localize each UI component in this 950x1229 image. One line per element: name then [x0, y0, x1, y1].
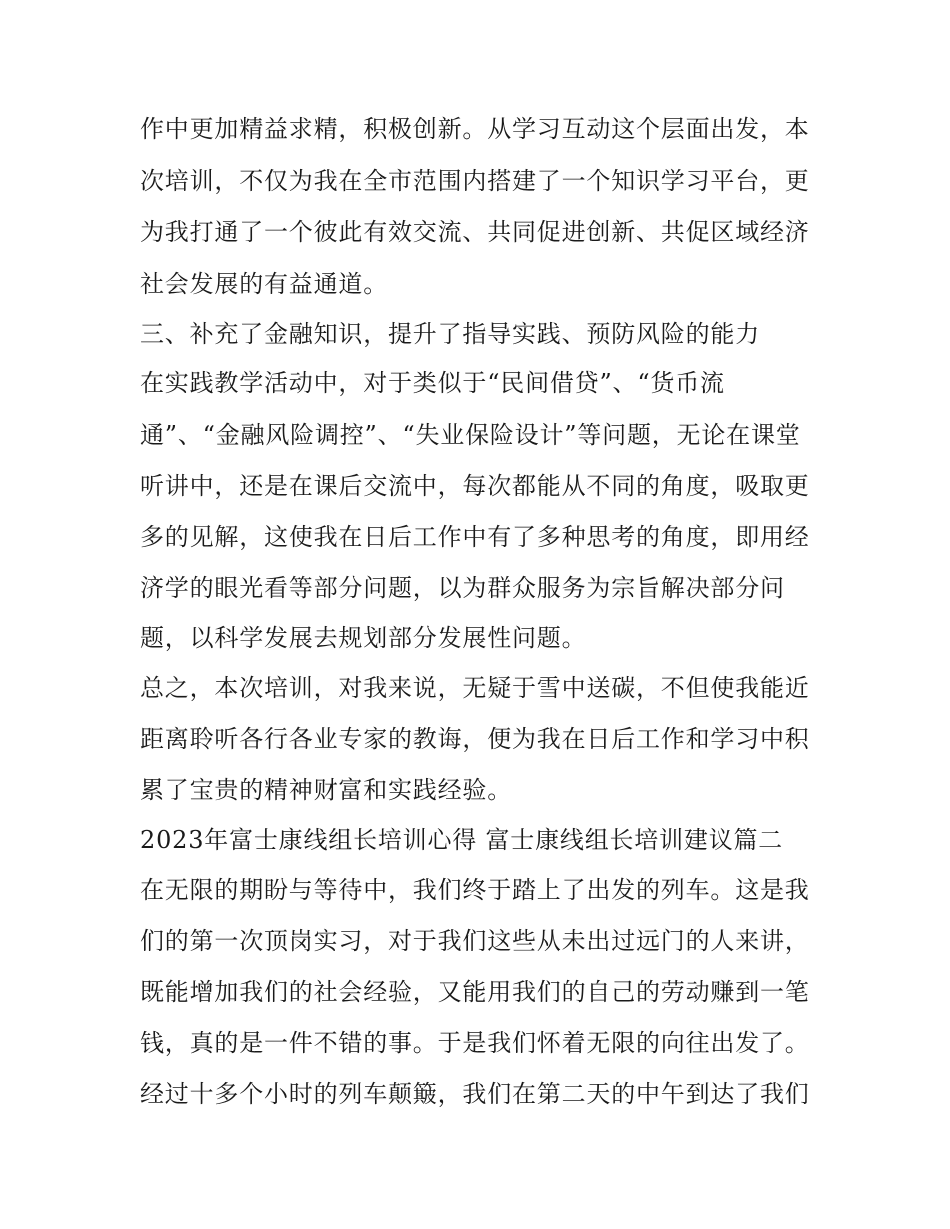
text-line: 总之，本次培训，对我来说，无疑于雪中送碳，不但使我能近 — [140, 674, 810, 702]
text-line: 们的第一次顶岗实习，对于我们这些从未出过远门的人来讲， — [140, 927, 810, 955]
section-heading: 三、补充了金融知识，提升了指导实践、预防风险的能力 — [140, 320, 760, 348]
text-line: 累了宝贵的精神财富和实践经验。 — [140, 776, 512, 804]
text-line: 次培训，不仅为我在全市范围内搭建了一个知识学习平台，更 — [140, 167, 810, 195]
text-line: 经过十多个小时的列车颠簸，我们在第二天的中午到达了我们 — [140, 1080, 810, 1108]
text-line: 既能增加我们的社会经验，又能用我们的自己的劳动赚到一笔 — [140, 978, 810, 1006]
text-line: 通”、“金融风险调控”、“失业保险设计”等问题，无论在课堂 — [140, 421, 801, 449]
text-line: 作中更加精益求精，积极创新。从学习互动这个层面出发，本 — [140, 115, 810, 143]
text-line: 距离聆听各行各业专家的教诲，便为我在日后工作和学习中积 — [140, 725, 810, 753]
text-line: 社会发展的有益通道。 — [140, 270, 388, 298]
text-line: 在无限的期盼与等待中，我们终于踏上了出发的列车。这是我 — [140, 876, 810, 904]
text-line: 济学的眼光看等部分问题，以为群众服务为宗旨解决部分问 — [140, 574, 785, 602]
text-line: 在实践教学活动中，对于类似于“民间借贷”、“货币流 — [140, 369, 725, 397]
text-line: 多的见解，这使我在日后工作中有了多种思考的角度，即用经 — [140, 523, 810, 551]
text-line: 钱，真的是一件不错的事。于是我们怀着无限的向往出发了。 — [140, 1029, 810, 1057]
section-heading: 2023年富士康线组长培训心得 富士康线组长培训建议篇二 — [140, 826, 784, 854]
text-line: 题，以科学发展去规划部分发展性问题。 — [140, 624, 587, 652]
text-line: 听讲中，还是在课后交流中，每次都能从不同的角度，吸取更 — [140, 472, 810, 500]
text-line: 为我打通了一个彼此有效交流、共同促进创新、共促区域经济 — [140, 218, 810, 246]
